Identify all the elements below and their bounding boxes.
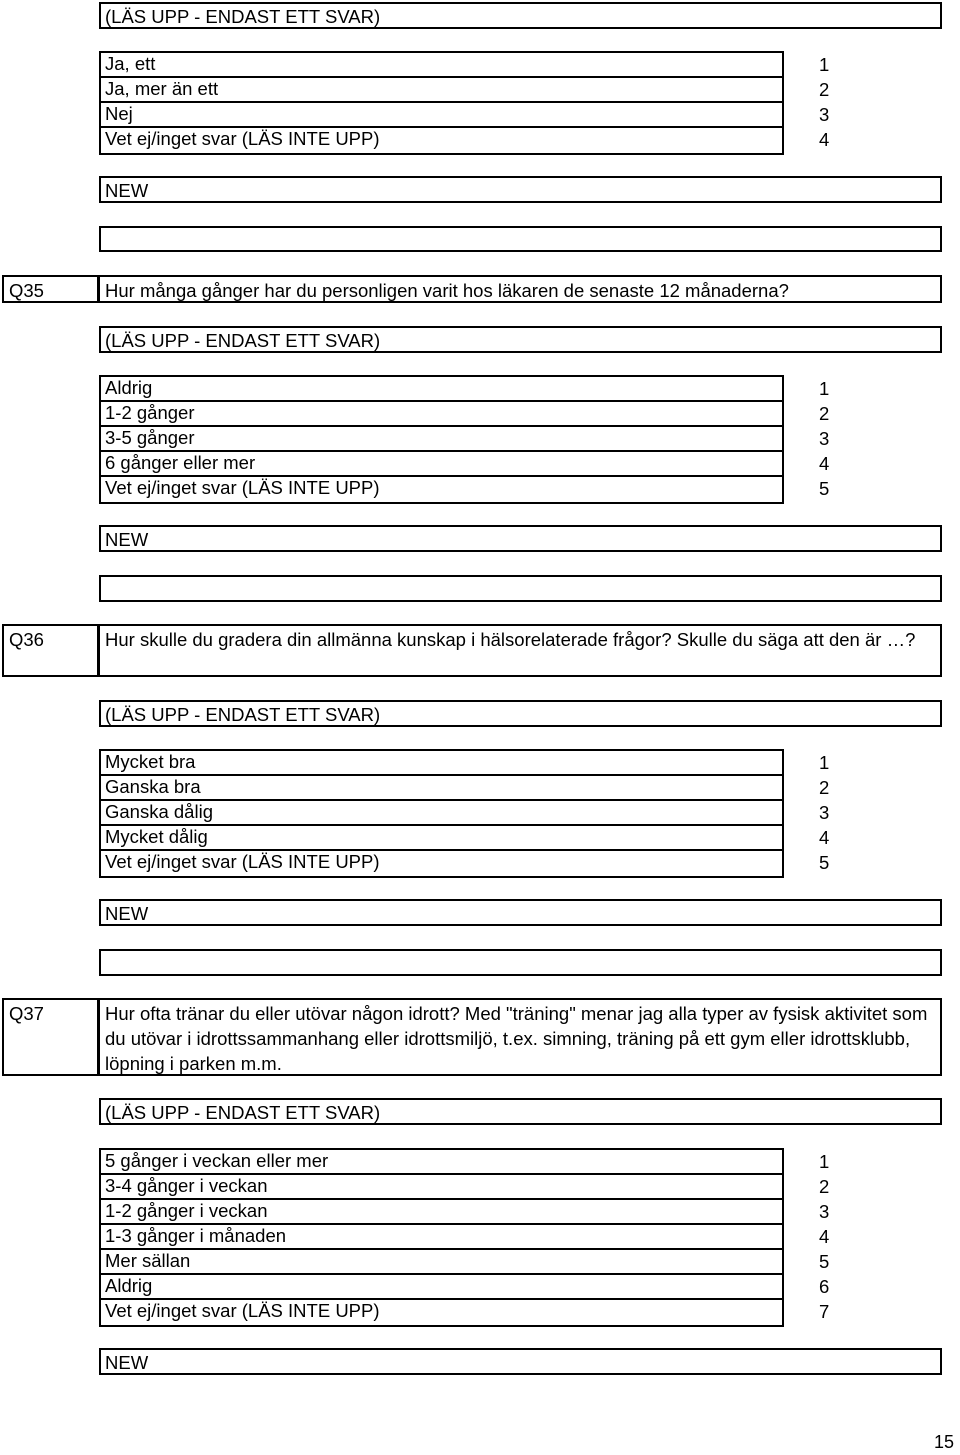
answer-field[interactable] <box>99 575 942 602</box>
option-code: 2 <box>819 403 830 424</box>
divider <box>97 275 100 303</box>
option-row[interactable]: Vet ej/inget svar (LÄS INTE UPP) <box>105 477 380 498</box>
new-label: NEW <box>105 180 149 201</box>
option-row[interactable]: Nej <box>101 103 782 128</box>
question-box-q37 <box>2 998 942 1076</box>
divider <box>97 624 100 677</box>
question-text: Hur skulle du gradera din allmänna kunskap i hälsorelaterade frågor? Skulle du säga att den är …? <box>105 629 916 650</box>
option-row[interactable]: Aldrig <box>101 1275 782 1300</box>
option-code: 1 <box>819 752 830 773</box>
option-code: 5 <box>819 478 830 499</box>
instruction-box <box>99 2 942 29</box>
option-row[interactable]: Ja, mer än ett <box>101 78 782 103</box>
option-row[interactable]: 1-3 gånger i månaden <box>101 1225 782 1250</box>
new-label: NEW <box>105 903 149 924</box>
option-row[interactable]: Ganska bra <box>101 776 782 801</box>
instruction-text: (LÄS UPP - ENDAST ETT SVAR) <box>105 1102 381 1123</box>
option-row[interactable]: 5 gånger i veckan eller mer <box>101 1150 782 1175</box>
options-list <box>99 1148 784 1327</box>
option-row[interactable]: 6 gånger eller mer <box>101 452 782 477</box>
instruction-box <box>99 326 942 353</box>
option-row[interactable]: Ja, ett <box>101 53 782 78</box>
option-row[interactable]: 1-2 gånger i veckan <box>101 1200 782 1225</box>
new-label: NEW <box>105 1352 149 1373</box>
option-code: 3 <box>819 1201 830 1222</box>
options-list <box>99 375 784 504</box>
options-list <box>99 749 784 878</box>
option-code: 1 <box>819 1151 830 1172</box>
new-box <box>99 899 942 926</box>
instruction-text: (LÄS UPP - ENDAST ETT SVAR) <box>105 704 381 725</box>
question-text: Hur ofta tränar du eller utövar någon idrott? Med "träning" menar jag alla typer av fysisk aktivitet som du utövar i idrottssammanhang eller idrottsmiljö, t.ex. simning, träning på ett gym eller idrottsklubb, löpning i parken m.m. <box>105 1003 928 1074</box>
option-code: 3 <box>819 428 830 449</box>
option-code: 3 <box>819 104 830 125</box>
question-box-q35 <box>2 275 942 303</box>
option-row[interactable]: Vet ej/inget svar (LÄS INTE UPP) <box>105 128 380 149</box>
option-code: 2 <box>819 1176 830 1197</box>
option-code: 4 <box>819 129 830 150</box>
new-label: NEW <box>105 529 149 550</box>
answer-field[interactable] <box>99 226 942 252</box>
option-row[interactable]: 1-2 gånger <box>101 402 782 427</box>
instruction-box <box>99 700 942 727</box>
option-row[interactable]: Mycket dålig <box>101 826 782 851</box>
option-code: 5 <box>819 1251 830 1272</box>
new-box <box>99 1348 942 1375</box>
option-code: 6 <box>819 1276 830 1297</box>
instruction-text: (LÄS UPP - ENDAST ETT SVAR) <box>105 330 381 351</box>
option-code: 5 <box>819 852 830 873</box>
option-code: 4 <box>819 1226 830 1247</box>
question-text: Hur många gånger har du personligen varit hos läkaren de senaste 12 månaderna? <box>105 280 789 301</box>
instruction-text: (LÄS UPP - ENDAST ETT SVAR) <box>105 6 381 27</box>
instruction-box <box>99 1098 942 1125</box>
option-code: 1 <box>819 378 830 399</box>
option-row[interactable]: Aldrig <box>101 377 782 402</box>
option-code: 2 <box>819 777 830 798</box>
new-box <box>99 525 942 552</box>
options-list <box>99 51 784 155</box>
option-code: 1 <box>819 54 830 75</box>
option-row[interactable]: 3-4 gånger i veckan <box>101 1175 782 1200</box>
option-row[interactable]: Vet ej/inget svar (LÄS INTE UPP) <box>105 851 380 872</box>
question-id: Q36 <box>9 629 44 650</box>
question-id: Q37 <box>9 1003 44 1024</box>
option-code: 4 <box>819 453 830 474</box>
divider <box>97 998 100 1076</box>
option-row[interactable]: 3-5 gånger <box>101 427 782 452</box>
option-code: 4 <box>819 827 830 848</box>
option-code: 3 <box>819 802 830 823</box>
option-row[interactable]: Mycket bra <box>101 751 782 776</box>
option-code: 2 <box>819 79 830 100</box>
option-row[interactable]: Ganska dålig <box>101 801 782 826</box>
question-box-q36 <box>2 624 942 677</box>
option-row[interactable]: Mer sällan <box>101 1250 782 1275</box>
answer-field[interactable] <box>99 949 942 976</box>
option-row[interactable]: Vet ej/inget svar (LÄS INTE UPP) <box>105 1300 380 1321</box>
new-box <box>99 176 942 203</box>
page-number: 15 <box>934 1432 955 1452</box>
question-id: Q35 <box>9 280 44 301</box>
option-code: 7 <box>819 1301 830 1322</box>
